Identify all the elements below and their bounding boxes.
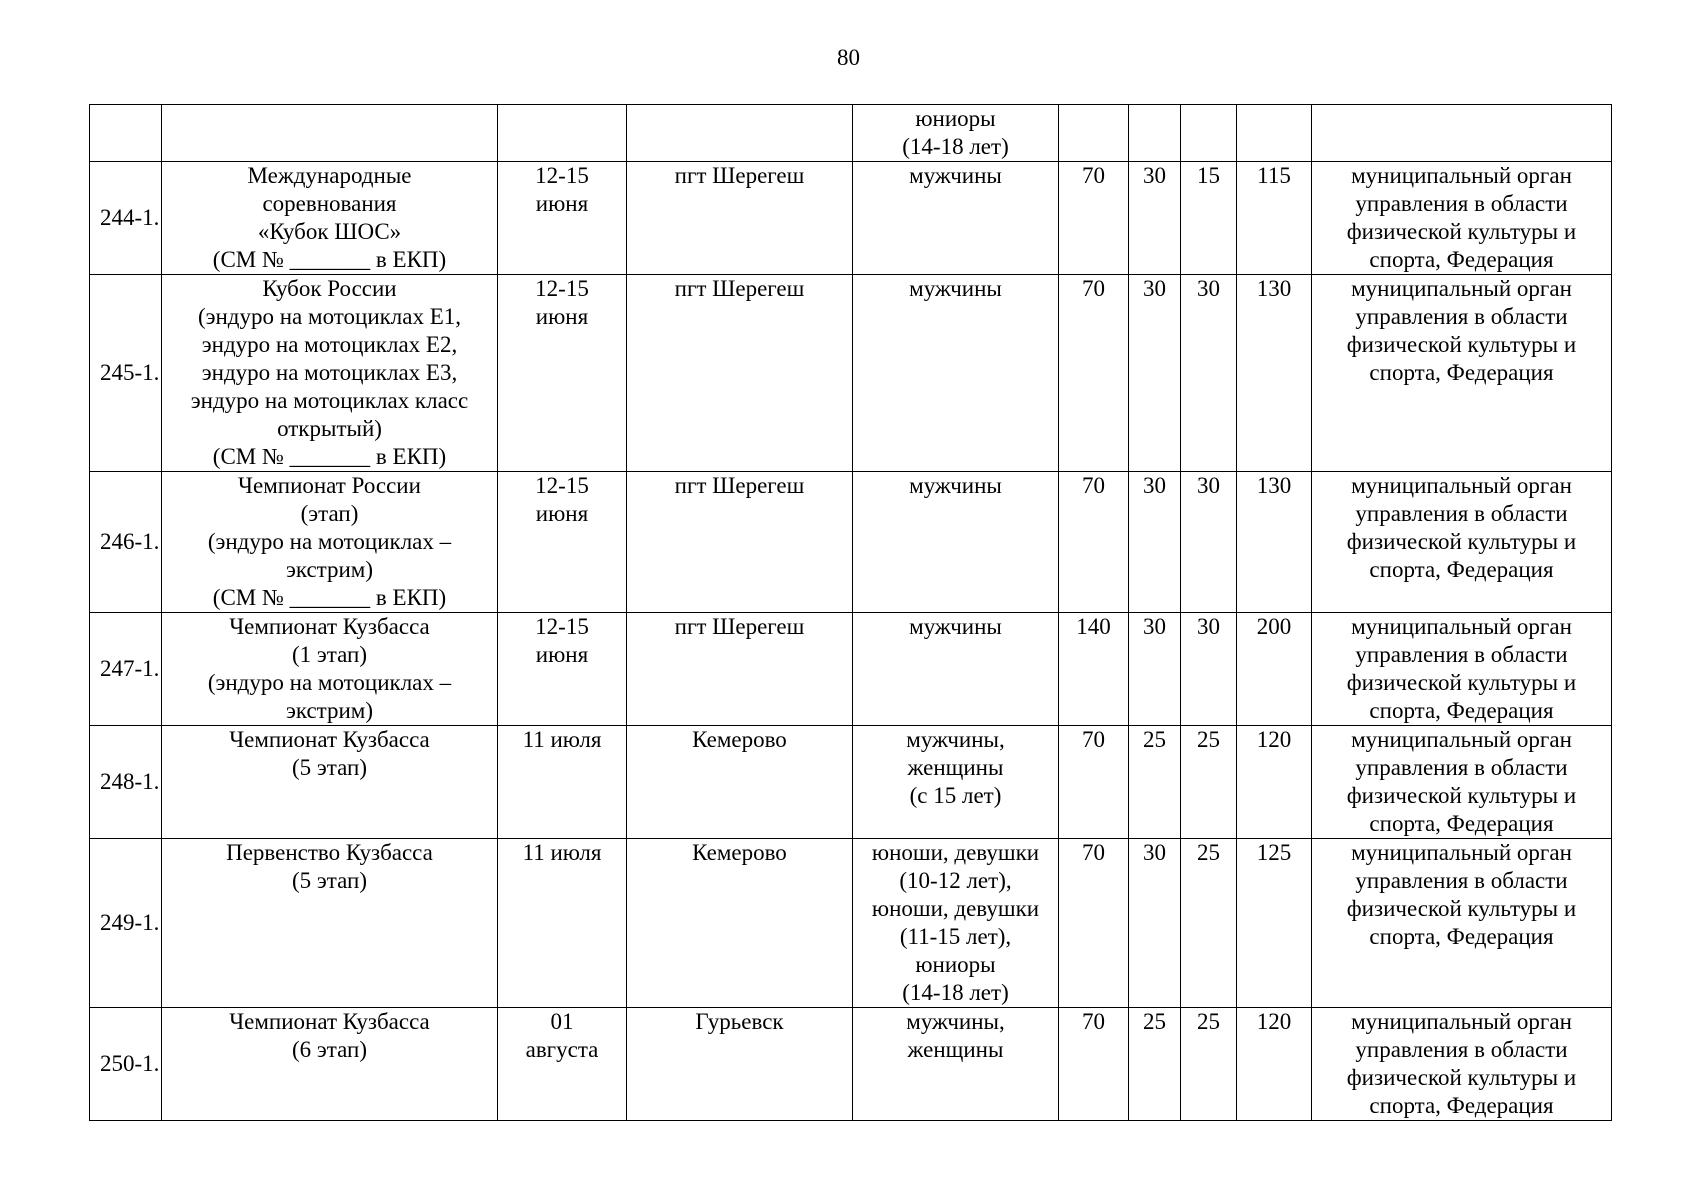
table-row [90,1008,1612,1121]
event-participants-line: (10-12 лет), [899,868,1012,893]
event-participants [853,1008,1059,1121]
event-organizer-line: муниципальный орган [1351,473,1572,498]
event-name [162,1008,498,1121]
count-col-2: 30 [1129,162,1181,275]
row-number: 245-1. [90,275,162,472]
count-col-2: 30 [1129,839,1181,1008]
event-organizer-line: физической культуры и [1346,1065,1577,1090]
event-participants [853,613,1059,726]
event-date-line: 12-15 [535,473,589,498]
event-organizer-line: спорта, Федерация [1369,924,1554,949]
event-participants-line: юноши, девушки [871,840,1040,865]
event-organizer-line: физической культуры и [1346,783,1577,808]
count-col-1: 70 [1059,275,1129,472]
count-col-3: 30 [1181,472,1237,613]
event-name-line: (эндуро на мотоциклах – [207,670,452,695]
count-total: 115 [1237,162,1312,275]
event-organizer [1312,613,1612,726]
event-date-line: 12-15 [535,614,589,639]
table-row [90,839,1612,1008]
count-col-2: 25 [1129,726,1181,839]
event-organizer-line: физической культуры и [1346,332,1577,357]
event-name [162,839,498,1008]
event-organizer-line: муниципальный орган [1351,727,1572,752]
event-organizer-line: муниципальный орган [1351,1009,1572,1034]
row-number: 247-1. [90,613,162,726]
event-name-line: (СМ № _______ в ЕКП) [212,444,447,469]
event-name [162,472,498,613]
event-organizer [1312,162,1612,275]
event-organizer [1312,839,1612,1008]
event-organizer-line: управления в области [1355,191,1568,216]
event-participants-line: мужчины, [906,727,1005,752]
event-date-line: 12-15 [535,276,589,301]
event-name-line: «Кубок ШОС» [257,219,402,244]
event-name-line: (5 этап) [292,868,367,893]
count-col-3: 25 [1181,1008,1237,1121]
event-date [498,105,627,162]
event-participants [853,275,1059,472]
event-name-line: Чемпионат Кузбасса [229,614,430,639]
event-date [498,726,627,839]
row-number: 248-1. [90,726,162,839]
event-organizer-line: спорта, Федерация [1369,557,1554,582]
event-name-line: (СМ № _______ в ЕКП) [212,585,447,610]
event-participants-line: мужчины [909,614,1002,639]
event-place: пгт Шерегеш [627,275,853,472]
event-participants-line: (с 15 лет) [909,783,1002,808]
event-place: Гурьевск [627,1008,853,1121]
count-col-1: 70 [1059,839,1129,1008]
event-date-line: июня [535,191,589,216]
count-total: 130 [1237,472,1312,613]
count-col-1: 70 [1059,726,1129,839]
event-organizer-line: спорта, Федерация [1369,247,1554,272]
event-participants [853,472,1059,613]
event-participants [853,105,1059,162]
event-organizer [1312,1008,1612,1121]
count-col-3: 25 [1181,726,1237,839]
event-name-line: (6 этап) [292,1037,367,1062]
event-participants-line: мужчины, [906,1009,1005,1034]
count-total [1237,105,1312,162]
event-participants-line: мужчины [909,276,1002,301]
event-name-line: экстрим) [285,698,374,723]
event-organizer-line: управления в области [1355,868,1568,893]
count-col-3: 30 [1181,275,1237,472]
count-col-3: 25 [1181,839,1237,1008]
event-date-line: июня [535,501,589,526]
table-row [90,726,1612,839]
event-participants-line: мужчины [909,473,1002,498]
event-name-line: Чемпионат России [238,473,421,498]
event-organizer-line: спорта, Федерация [1369,360,1554,385]
event-place: пгт Шерегеш [627,472,853,613]
event-participants-line: юниоры [915,106,996,131]
event-date-line: 01 [550,1009,574,1034]
row-number: 244-1. [90,162,162,275]
event-participants-line: юниоры [915,952,996,977]
count-col-1: 140 [1059,613,1129,726]
event-participants-line: мужчины [909,163,1002,188]
event-organizer-line: спорта, Федерация [1369,811,1554,836]
event-organizer-line: управления в области [1355,1037,1568,1062]
event-organizer-line: спорта, Федерация [1369,1093,1554,1118]
event-name-line: открытый) [277,416,382,441]
event-name-line: Международные [247,163,412,188]
event-date [498,162,627,275]
event-organizer-line: муниципальный орган [1351,840,1572,865]
count-col-2 [1129,105,1181,162]
table-row [90,105,1612,162]
table-row [90,613,1612,726]
event-name [162,275,498,472]
event-organizer-line: управления в области [1355,304,1568,329]
event-date [498,472,627,613]
count-col-1: 70 [1059,1008,1129,1121]
event-organizer [1312,726,1612,839]
event-place: Кемерово [627,726,853,839]
event-name-line: экстрим) [285,557,374,582]
row-number: 249-1. [90,839,162,1008]
event-organizer-line: спорта, Федерация [1369,698,1554,723]
event-place: пгт Шерегеш [627,162,853,275]
event-date [498,839,627,1008]
event-participants-line: (11-15 лет), [899,924,1012,949]
count-col-2: 30 [1129,472,1181,613]
event-name-line: Чемпионат Кузбасса [229,727,430,752]
count-col-2: 25 [1129,1008,1181,1121]
row-number [90,105,162,162]
event-participants-line: (14-18 лет) [902,980,1009,1005]
event-organizer-line: физической культуры и [1346,896,1577,921]
count-col-1: 70 [1059,472,1129,613]
event-organizer-line: муниципальный орган [1351,614,1572,639]
event-participants [853,839,1059,1008]
event-name-line: (5 этап) [292,755,367,780]
event-organizer [1312,275,1612,472]
event-name-line: Кубок России [262,276,397,301]
row-number: 246-1. [90,472,162,613]
event-date [498,1008,627,1121]
event-date [498,275,627,472]
event-name-line: соревнования [262,191,397,216]
event-organizer-line: физической культуры и [1346,219,1577,244]
event-date [498,613,627,726]
page-number: 80 [837,45,860,70]
event-organizer-line: муниципальный орган [1351,163,1572,188]
event-name-line: (эндуро на мотоциклах – [207,529,452,554]
count-total: 120 [1237,726,1312,839]
event-date-line: 11 июля [522,727,602,752]
event-name-line: Чемпионат Кузбасса [229,1009,430,1034]
event-organizer-line: муниципальный орган [1351,276,1572,301]
event-organizer-line: физической культуры и [1346,670,1577,695]
count-col-1 [1059,105,1129,162]
event-name [162,613,498,726]
event-place: пгт Шерегеш [627,613,853,726]
event-name-line: эндуро на мотоциклах класс [190,388,469,413]
event-date-line: 12-15 [535,163,589,188]
event-organizer-line: управления в области [1355,501,1568,526]
event-place [627,105,853,162]
count-col-2: 30 [1129,275,1181,472]
event-name-line: (1 этап) [292,642,367,667]
table-row [90,472,1612,613]
table-row [90,162,1612,275]
event-participants-line: (14-18 лет) [902,134,1009,159]
count-total: 200 [1237,613,1312,726]
event-organizer-line: физической культуры и [1346,529,1577,554]
event-name-line: эндуро на мотоциклах Е2, [201,332,458,357]
event-organizer [1312,105,1612,162]
event-organizer-line: управления в области [1355,755,1568,780]
event-date-line: июня [535,642,589,667]
count-col-1: 70 [1059,162,1129,275]
count-col-2: 30 [1129,613,1181,726]
event-place: Кемерово [627,839,853,1008]
event-date-line: 11 июля [522,840,602,865]
row-number: 250-1. [90,1008,162,1121]
events-table [89,104,1612,1121]
count-total: 125 [1237,839,1312,1008]
event-name-line: Первенство Кузбасса [226,840,433,865]
event-participants-line: юноши, девушки [871,896,1040,921]
event-name-line: эндуро на мотоциклах Е3, [201,360,458,385]
count-col-3 [1181,105,1237,162]
count-col-3: 30 [1181,613,1237,726]
event-name-line: (этап) [300,501,359,526]
count-col-3: 15 [1181,162,1237,275]
event-date-line: августа [525,1037,599,1062]
event-name [162,162,498,275]
event-name-line: (эндуро на мотоциклах Е1, [197,304,462,329]
count-total: 130 [1237,275,1312,472]
event-name-line: (СМ № _______ в ЕКП) [212,247,447,272]
event-date-line: июня [535,304,589,329]
event-name [162,726,498,839]
event-participants [853,726,1059,839]
event-participants-line: женщины [907,1037,1004,1062]
count-total: 120 [1237,1008,1312,1121]
event-participants-line: женщины [907,755,1004,780]
event-name [162,105,498,162]
event-organizer-line: управления в области [1355,642,1568,667]
event-organizer [1312,472,1612,613]
event-participants [853,162,1059,275]
table-row [90,275,1612,472]
